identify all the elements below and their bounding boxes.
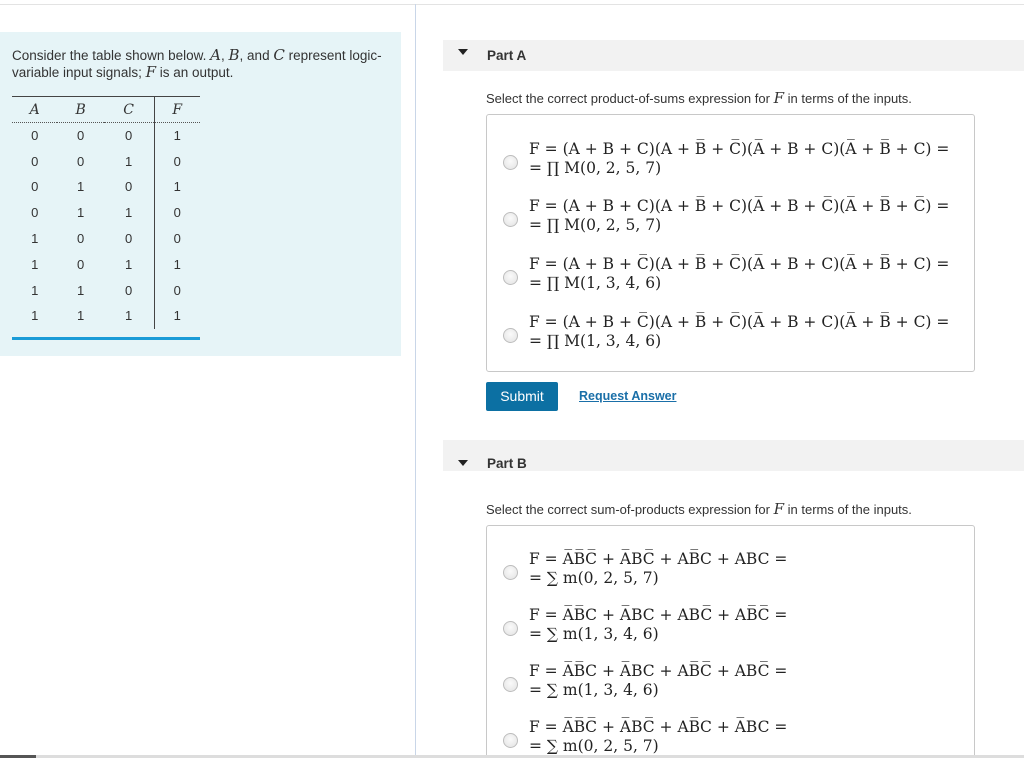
table-bottom-accent xyxy=(12,337,200,340)
column-header-c: C xyxy=(104,97,154,123)
problem-panel xyxy=(0,32,401,356)
top-rule xyxy=(0,4,1024,5)
table-row: 1 0 0 0 xyxy=(12,226,200,252)
part-a-header[interactable] xyxy=(443,40,1024,71)
table-row: 0 1 1 0 xyxy=(12,200,200,226)
radio-button[interactable] xyxy=(503,733,518,748)
submit-button[interactable]: Submit xyxy=(486,382,558,411)
problem-statement: Consider the table shown below. A, B, and C represent logic-variable input signals; F is an output. xyxy=(12,46,382,81)
table-row: 1 0 1 1 xyxy=(12,251,200,277)
caret-down-icon[interactable] xyxy=(458,49,468,55)
part-b-option-2[interactable]: F = A̅B̅C + A̅BC + ABC̅ + AB̅C̅ = = ∑ m(1, 3, 4, 6) xyxy=(503,606,963,650)
part-b-instruction: Select the correct sum-of-products expression for F in terms of the inputs. xyxy=(486,500,912,518)
part-b-option-1[interactable]: F = A̅B̅C̅ + A̅BC̅ + AB̅C + ABC = = ∑ m(0, 2, 5, 7) xyxy=(503,550,963,594)
radio-button[interactable] xyxy=(503,155,518,170)
column-header-b: B xyxy=(57,97,103,123)
panel-divider xyxy=(415,4,416,758)
part-a-title[interactable]: Part A xyxy=(487,48,527,63)
part-b-header[interactable] xyxy=(443,440,1024,471)
part-a-option-4[interactable]: F = (A + B + C̅)(A + B̅ + C̅)(A̅ + B + C)(A̅ + B̅ + C) = = ∏ M(1, 3, 4, 6) xyxy=(503,313,963,357)
table-row: 0 0 0 1 xyxy=(12,123,200,149)
table-row: 1 1 1 1 xyxy=(12,303,200,329)
part-a-option-3[interactable]: F = (A + B + C̅)(A + B̅ + C̅)(A̅ + B + C)(A̅ + B̅ + C) = = ∏ M(1, 3, 4, 6) xyxy=(503,255,963,299)
column-header-f: F xyxy=(154,97,200,123)
radio-button[interactable] xyxy=(503,212,518,227)
part-a-option-1[interactable]: F = (A + B + C)(A + B̅ + C̅)(A̅ + B + C)(A̅ + B̅ + C) = = ∏ M(0, 2, 5, 7) xyxy=(503,140,963,184)
part-a-choices xyxy=(486,114,975,372)
table-row: 1 1 0 0 xyxy=(12,277,200,303)
part-b-choices xyxy=(486,525,975,758)
column-header-a: A xyxy=(12,97,57,123)
part-a-option-2[interactable]: F = (A + B + C)(A + B̅ + C)(A̅ + B + C̅)(A̅ + B̅ + C̅) = = ∏ M(0, 2, 5, 7) xyxy=(503,197,963,241)
radio-button[interactable] xyxy=(503,270,518,285)
truth-table xyxy=(12,96,200,329)
radio-button[interactable] xyxy=(503,621,518,636)
part-b-title[interactable]: Part B xyxy=(487,456,527,471)
request-answer-link[interactable]: Request Answer xyxy=(579,389,677,403)
radio-button[interactable] xyxy=(503,677,518,692)
part-a-instruction: Select the correct product-of-sums expression for F in terms of the inputs. xyxy=(486,89,912,107)
radio-button[interactable] xyxy=(503,328,518,343)
table-row: 0 1 0 1 xyxy=(12,174,200,200)
part-b-option-3[interactable]: F = A̅B̅C + A̅BC + AB̅C̅ + ABC̅ = = ∑ m(1, 3, 4, 6) xyxy=(503,662,963,706)
table-row: 0 0 1 0 xyxy=(12,148,200,174)
truth-table-header xyxy=(12,97,200,123)
radio-button[interactable] xyxy=(503,565,518,580)
caret-down-icon[interactable] xyxy=(458,460,468,466)
part-b-option-4[interactable]: F = A̅B̅C̅ + A̅BC̅ + AB̅C + A̅BC = = ∑ m(0, 2, 5, 7) xyxy=(503,718,963,758)
